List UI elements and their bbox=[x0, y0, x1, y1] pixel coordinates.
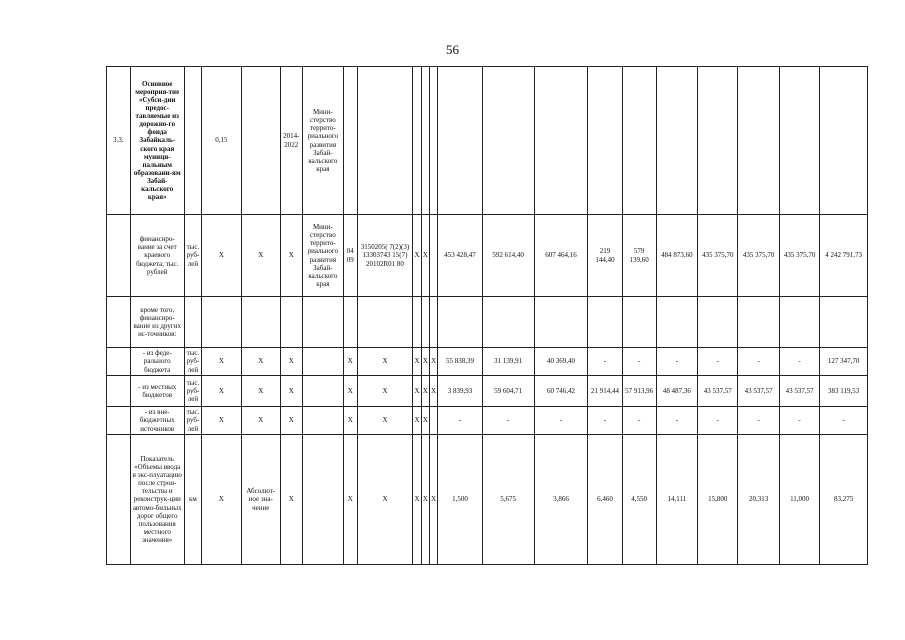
table-cell: - bbox=[588, 348, 622, 376]
table-cell: - bbox=[698, 348, 738, 376]
table-cell bbox=[107, 348, 131, 376]
table-cell: Показатель «Объемы ввода в экс-плуатацию после строи-тельства и реконструк-ции автомо-бильных дорог общего пользования местного значения» bbox=[130, 435, 184, 565]
table-cell: X bbox=[421, 376, 429, 407]
table-cell bbox=[107, 297, 131, 348]
table-cell: X bbox=[280, 435, 302, 565]
table-cell: - bbox=[622, 407, 656, 435]
table-cell: X bbox=[344, 435, 357, 565]
table-cell: 5,675 bbox=[482, 435, 534, 565]
table-cell: 83,275 bbox=[820, 435, 868, 565]
table-cell: 48 487,36 bbox=[656, 376, 697, 407]
table-cell: тыс. руб-лей bbox=[184, 376, 202, 407]
table-cell: Мини-стерство террито-риального развития Забай-кальского края bbox=[302, 215, 343, 297]
table-cell bbox=[534, 67, 588, 215]
table-cell: 484 873,60 bbox=[656, 215, 697, 297]
table-cell: Основное мероприя-тие «Субси-дии предос-тавляемые из дорожно-го фонда Забайкаль-ского края муници-пальным образовани-ям Забай-кальского края» bbox=[130, 67, 184, 215]
table-cell bbox=[429, 215, 437, 297]
table-cell bbox=[820, 297, 868, 348]
table-cell: - bbox=[738, 407, 779, 435]
table-cell bbox=[421, 67, 429, 215]
table-cell bbox=[413, 297, 421, 348]
table-cell bbox=[820, 67, 868, 215]
table-cell: X bbox=[344, 376, 357, 407]
table-cell: 40 369,40 bbox=[534, 348, 588, 376]
table-cell: 219 144,40 bbox=[588, 215, 622, 297]
table-cell: 607 464,16 bbox=[534, 215, 588, 297]
table-cell: 55 838,39 bbox=[438, 348, 483, 376]
table-cell: X bbox=[357, 348, 413, 376]
table-cell: 57 913,96 bbox=[622, 376, 656, 407]
table-cell: X bbox=[357, 376, 413, 407]
table-cell: 43 537,57 bbox=[738, 376, 779, 407]
table-cell bbox=[241, 297, 280, 348]
table-cell bbox=[429, 407, 437, 435]
table-cell: X bbox=[241, 215, 280, 297]
table-cell: 3 839,93 bbox=[438, 376, 483, 407]
table-cell: - bbox=[482, 407, 534, 435]
table-cell: X bbox=[344, 348, 357, 376]
table-cell: 15,800 bbox=[698, 435, 738, 565]
table-cell: 1,500 bbox=[438, 435, 483, 565]
table-cell bbox=[344, 67, 357, 215]
table-cell: 435 375,70 bbox=[779, 215, 819, 297]
table-cell: 4 242 791,73 bbox=[820, 215, 868, 297]
table-cell: - bbox=[622, 348, 656, 376]
table-cell bbox=[302, 407, 343, 435]
table-cell: X bbox=[421, 215, 429, 297]
table-cell bbox=[429, 67, 437, 215]
table-cell: 14,111 bbox=[656, 435, 697, 565]
table-cell bbox=[779, 297, 819, 348]
table-cell: тыс. руб-лей bbox=[184, 348, 202, 376]
table-row bbox=[107, 407, 868, 435]
table-row bbox=[107, 348, 868, 376]
table-cell: 592 614,40 bbox=[482, 215, 534, 297]
table-cell: тыс. руб-лей bbox=[184, 407, 202, 435]
table-cell: 21 914,44 bbox=[588, 376, 622, 407]
table-cell: 127 347,70 bbox=[820, 348, 868, 376]
table-cell bbox=[622, 67, 656, 215]
table-cell: X bbox=[357, 407, 413, 435]
table-cell: - bbox=[534, 407, 588, 435]
table-cell bbox=[202, 297, 241, 348]
table-cell: - bbox=[656, 348, 697, 376]
table-cell: X bbox=[357, 435, 413, 565]
table-cell bbox=[413, 67, 421, 215]
table-cell bbox=[241, 67, 280, 215]
table-cell: X bbox=[421, 407, 429, 435]
table-cell: - bbox=[779, 348, 819, 376]
table-cell bbox=[534, 297, 588, 348]
table-cell: X bbox=[202, 376, 241, 407]
table-cell bbox=[302, 348, 343, 376]
table-cell: финансиро-вание за счет краевого бюджета, тыс. рублей bbox=[130, 215, 184, 297]
table-cell: X bbox=[280, 376, 302, 407]
table-cell: - bbox=[820, 407, 868, 435]
table-cell: X bbox=[202, 215, 241, 297]
table-row bbox=[107, 215, 868, 297]
table-cell bbox=[107, 435, 131, 565]
table-cell: - из местных бюджетов bbox=[130, 376, 184, 407]
table-cell bbox=[779, 67, 819, 215]
table-cell: Абсолют-ное зна-чение bbox=[241, 435, 280, 565]
table-cell bbox=[656, 67, 697, 215]
table-cell: Мини-стерство террито-риального развития Забай-кальского края bbox=[302, 67, 343, 215]
table-cell: X bbox=[241, 348, 280, 376]
table-cell: X bbox=[413, 407, 421, 435]
table-cell bbox=[107, 215, 131, 297]
table-cell: 2014-2022 bbox=[280, 67, 302, 215]
table-cell: - из вне-бюджетных источников bbox=[130, 407, 184, 435]
table-cell bbox=[482, 67, 534, 215]
table-cell: - bbox=[656, 407, 697, 435]
table-cell bbox=[482, 297, 534, 348]
table-cell bbox=[107, 376, 131, 407]
table-cell: X bbox=[202, 435, 241, 565]
table-cell: X bbox=[429, 376, 437, 407]
table-cell bbox=[429, 297, 437, 348]
table-cell: - из феде-рального бюджета bbox=[130, 348, 184, 376]
table-cell: X bbox=[241, 376, 280, 407]
table-cell bbox=[357, 67, 413, 215]
table-cell bbox=[698, 297, 738, 348]
table-cell: 435 375,70 bbox=[738, 215, 779, 297]
table-cell bbox=[357, 297, 413, 348]
table-cell bbox=[588, 67, 622, 215]
table-cell: - bbox=[588, 407, 622, 435]
table-cell bbox=[738, 297, 779, 348]
table-cell: 3.3. bbox=[107, 67, 131, 215]
table-cell bbox=[738, 67, 779, 215]
table-cell: X bbox=[344, 407, 357, 435]
table-cell: - bbox=[738, 348, 779, 376]
table-cell: 31 139,91 bbox=[482, 348, 534, 376]
table-cell bbox=[302, 435, 343, 565]
table-cell: 4,550 bbox=[622, 435, 656, 565]
table-cell: 3,866 bbox=[534, 435, 588, 565]
table-cell bbox=[438, 297, 483, 348]
program-table bbox=[106, 66, 868, 565]
table-cell bbox=[280, 297, 302, 348]
table-cell: X bbox=[421, 435, 429, 565]
table-cell: 20,313 bbox=[738, 435, 779, 565]
table-cell: X bbox=[280, 407, 302, 435]
table-cell: 11,000 bbox=[779, 435, 819, 565]
table-row bbox=[107, 67, 868, 215]
table-cell: 0,15 bbox=[202, 67, 241, 215]
table-cell: 383 119,53 bbox=[820, 376, 868, 407]
table-cell: - bbox=[779, 407, 819, 435]
table-row bbox=[107, 435, 868, 565]
table-cell: тыс. руб-лей bbox=[184, 215, 202, 297]
table-cell: X bbox=[413, 215, 421, 297]
table-cell bbox=[184, 297, 202, 348]
table-cell: X bbox=[413, 435, 421, 565]
table-cell: X bbox=[241, 407, 280, 435]
table-row bbox=[107, 297, 868, 348]
table-cell: X bbox=[280, 215, 302, 297]
table-cell bbox=[302, 297, 343, 348]
table-cell: 3150205( 7(2)(3) 13303743 15(7) 20102R01 80 bbox=[357, 215, 413, 297]
table-cell: 435 375,70 bbox=[698, 215, 738, 297]
table-cell: X bbox=[429, 348, 437, 376]
table-cell: X bbox=[413, 348, 421, 376]
table-cell: - bbox=[698, 407, 738, 435]
table-cell: 453 428,47 bbox=[438, 215, 483, 297]
table-cell: 59 604,71 bbox=[482, 376, 534, 407]
table-cell: X bbox=[202, 407, 241, 435]
table-cell: X bbox=[280, 348, 302, 376]
table-cell bbox=[421, 297, 429, 348]
table-row bbox=[107, 376, 868, 407]
page-number: 56 bbox=[446, 42, 459, 57]
table-cell: - bbox=[438, 407, 483, 435]
table-cell bbox=[588, 297, 622, 348]
table-cell: X bbox=[421, 348, 429, 376]
table-cell bbox=[344, 297, 357, 348]
table-cell bbox=[622, 297, 656, 348]
table-cell: X bbox=[202, 348, 241, 376]
table-cell bbox=[438, 67, 483, 215]
table-cell: 60 746,42 bbox=[534, 376, 588, 407]
table-cell: км bbox=[184, 435, 202, 565]
table-cell bbox=[656, 297, 697, 348]
table-cell: 579 139,60 bbox=[622, 215, 656, 297]
table-cell: 43 537,57 bbox=[779, 376, 819, 407]
table-cell: X bbox=[429, 435, 437, 565]
table-cell: 6,460 bbox=[588, 435, 622, 565]
table-cell bbox=[107, 407, 131, 435]
table-cell bbox=[184, 67, 202, 215]
table-cell: X bbox=[413, 376, 421, 407]
table-cell bbox=[698, 67, 738, 215]
table-cell: 43 537,57 bbox=[698, 376, 738, 407]
table-cell bbox=[302, 376, 343, 407]
table-cell: 04 09 bbox=[344, 215, 357, 297]
table-cell: кроме того, финансиро-вание из других ис-точников: bbox=[130, 297, 184, 348]
